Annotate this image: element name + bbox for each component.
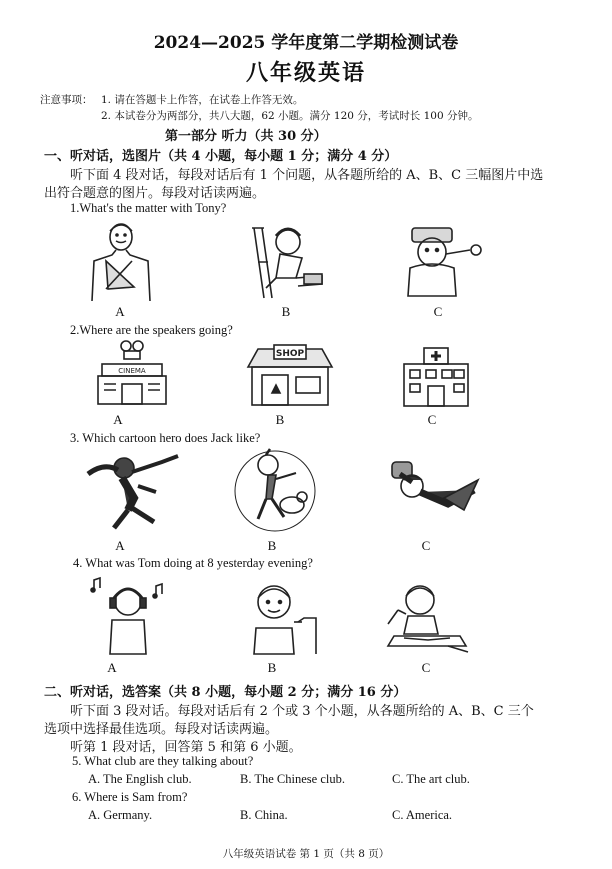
section1-heading: 一、听对话，选图片（共 4 小题，每小题 1 分；满分 4 分） xyxy=(44,149,398,164)
notes-label: 注意事项： xyxy=(40,94,93,106)
section1-instruction-line2: 出符合题意的图片。每段对话读两遍。 xyxy=(44,186,266,201)
section2-heading: 二、听对话，选答案（共 8 小题，每小题 2 分；满分 16 分） xyxy=(44,685,407,700)
boy-with-tap-icon[interactable] xyxy=(244,578,326,656)
q3-label-a: A xyxy=(115,538,125,553)
part1-heading: 第一部分 听力（共 30 分） xyxy=(165,129,327,144)
hospital-icon[interactable] xyxy=(400,346,472,408)
q4-label-b: B xyxy=(267,660,277,675)
listening-to-music-icon[interactable] xyxy=(90,576,166,656)
section1-instruction-line1: 听下面 4 段对话，每段对话后有 1 个问题，从各题所给的 A、B、C 三幅图片中选 xyxy=(70,168,544,183)
q2-label-c: C xyxy=(427,412,437,427)
exam-title: 2024—2025 学年度第二学期检测试卷 xyxy=(153,33,459,53)
q1-label-c: C xyxy=(433,304,443,319)
boy-doing-homework-icon[interactable] xyxy=(384,580,470,656)
dialog-1-intro: 听第 1 段对话，回答第 5 和第 6 小题。 xyxy=(70,740,302,755)
q6-option-a[interactable]: A. Germany. xyxy=(88,808,153,822)
flying-caped-hero-icon[interactable] xyxy=(384,452,480,530)
q2-label-a: A xyxy=(113,412,123,427)
question-1: 1.What's the matter with Tony? xyxy=(70,201,227,215)
crutches-injured-leg-icon[interactable] xyxy=(246,218,328,300)
q1-label-a: A xyxy=(115,304,125,319)
question-4: 4. What was Tom doing at 8 yesterday evening? xyxy=(73,556,313,570)
q3-label-b: B xyxy=(267,538,277,553)
q2-label-b: B xyxy=(275,412,285,427)
question-2: 2.Where are the speakers going? xyxy=(70,323,233,337)
shop-icon[interactable] xyxy=(244,343,336,408)
q4-label-a: A xyxy=(107,660,117,675)
shop-sign: SHOP xyxy=(275,349,305,359)
question-5: 5. What club are they talking about? xyxy=(72,754,254,768)
q5-option-c[interactable]: C. The art club. xyxy=(392,772,470,786)
exam-subtitle: 八年级英语 xyxy=(245,60,366,86)
q4-label-c: C xyxy=(421,660,431,675)
q1-label-b: B xyxy=(281,304,291,319)
question-3: 3. Which cartoon hero does Jack like? xyxy=(70,431,261,445)
section2-instruction-line1: 听下面 3 段对话。每段对话后有 2 个或 3 个小题，从各题所给的 A、B、C 三个 xyxy=(70,704,534,719)
q6-option-b[interactable]: B. China. xyxy=(240,808,288,822)
q5-option-a[interactable]: A. The English club. xyxy=(88,772,192,786)
arm-sling-icon[interactable] xyxy=(86,217,156,302)
cinema-sign: CINEMA xyxy=(118,367,146,375)
q6-option-c[interactable]: C. America. xyxy=(392,808,453,822)
cinema-icon[interactable] xyxy=(92,338,172,408)
note-item-2: 2. 本试卷分为两部分，共八大题，62 小题。满分 120 分，考试时长 100 分钟。 xyxy=(101,110,479,122)
q3-label-c: C xyxy=(421,538,431,553)
note-item-1: 1. 请在答题卡上作答，在试卷上作答无效。 xyxy=(101,94,304,106)
q5-option-b[interactable]: B. The Chinese club. xyxy=(240,772,345,786)
cartoon-boy-with-dog-icon[interactable] xyxy=(232,447,318,535)
running-masked-hero-icon[interactable] xyxy=(84,452,184,534)
question-6: 6. Where is Sam from? xyxy=(72,790,188,804)
section2-instruction-line2: 选项中选择最佳选项。每段对话读两遍。 xyxy=(44,722,279,737)
page-footer: 八年级英语试卷 第 1 页（共 8 页） xyxy=(222,848,390,860)
fever-thermometer-icon[interactable] xyxy=(400,222,492,300)
